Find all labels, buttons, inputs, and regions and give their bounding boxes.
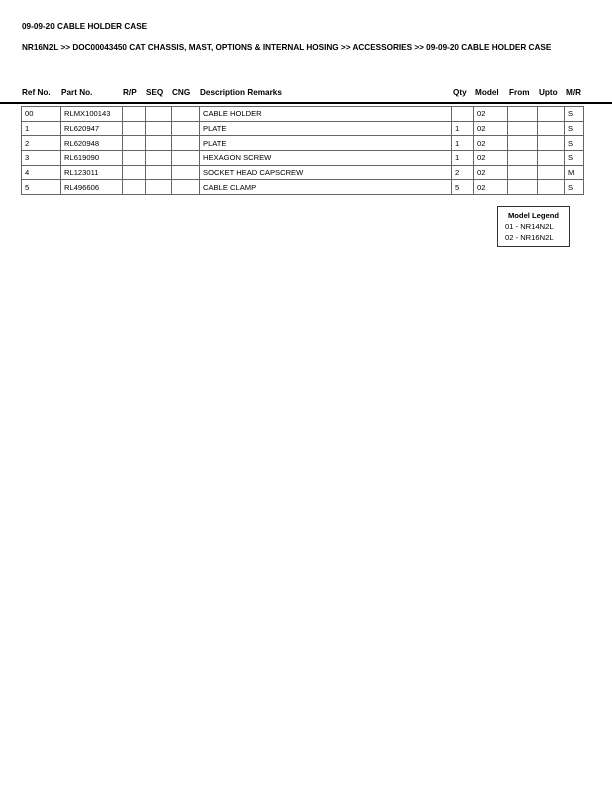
header-description: Description Remarks bbox=[200, 88, 282, 97]
cell-rp bbox=[123, 165, 146, 180]
header-qty: Qty bbox=[453, 88, 467, 97]
cell-from bbox=[508, 121, 538, 136]
cell-from bbox=[508, 151, 538, 166]
header-part-no: Part No. bbox=[61, 88, 93, 97]
header-from: From bbox=[509, 88, 530, 97]
cell-qty bbox=[452, 107, 474, 122]
cell-part-no: RL123011 bbox=[61, 165, 123, 180]
cell-rp bbox=[123, 121, 146, 136]
cell-upto bbox=[538, 180, 565, 195]
cell-mr: M bbox=[565, 165, 584, 180]
header-cng: CNG bbox=[172, 88, 191, 97]
cell-upto bbox=[538, 165, 565, 180]
cell-from bbox=[508, 136, 538, 151]
cell-seq bbox=[146, 107, 172, 122]
cell-cng bbox=[172, 180, 200, 195]
header-upto: Upto bbox=[539, 88, 558, 97]
cell-rp bbox=[123, 180, 146, 195]
cell-seq bbox=[146, 151, 172, 166]
cell-part-no: RL496606 bbox=[61, 180, 123, 195]
header-rp: R/P bbox=[123, 88, 137, 97]
cell-part-no: RLMX100143 bbox=[61, 107, 123, 122]
cell-ref-no: 00 bbox=[22, 107, 61, 122]
cell-ref-no: 4 bbox=[22, 165, 61, 180]
cell-ref-no: 3 bbox=[22, 151, 61, 166]
header-divider bbox=[0, 102, 612, 104]
cell-qty: 1 bbox=[452, 136, 474, 151]
cell-upto bbox=[538, 107, 565, 122]
cell-rp bbox=[123, 107, 146, 122]
cell-ref-no: 5 bbox=[22, 180, 61, 195]
table-row bbox=[22, 136, 584, 151]
cell-part-no: RL620947 bbox=[61, 121, 123, 136]
table-row bbox=[22, 121, 584, 136]
cell-model: 02 bbox=[474, 136, 508, 151]
cell-mr: S bbox=[565, 180, 584, 195]
cell-model: 02 bbox=[474, 121, 508, 136]
cell-upto bbox=[538, 136, 565, 151]
table-row bbox=[22, 107, 584, 122]
cell-seq bbox=[146, 121, 172, 136]
cell-qty: 1 bbox=[452, 121, 474, 136]
cell-cng bbox=[172, 165, 200, 180]
cell-model: 02 bbox=[474, 165, 508, 180]
model-legend-item: 01 - NR14N2L bbox=[505, 222, 554, 231]
cell-seq bbox=[146, 180, 172, 195]
cell-rp bbox=[123, 136, 146, 151]
cell-description: CABLE CLAMP bbox=[200, 180, 452, 195]
cell-upto bbox=[538, 151, 565, 166]
cell-mr: S bbox=[565, 151, 584, 166]
model-legend-item: 02 - NR16N2L bbox=[505, 232, 554, 242]
cell-description: PLATE bbox=[200, 136, 452, 151]
header-model: Model bbox=[475, 88, 499, 97]
cell-model: 02 bbox=[474, 151, 508, 166]
cell-ref-no: 1 bbox=[22, 121, 61, 136]
cell-seq bbox=[146, 165, 172, 180]
cell-mr: S bbox=[565, 107, 584, 122]
cell-from bbox=[508, 107, 538, 122]
cell-cng bbox=[172, 136, 200, 151]
cell-seq bbox=[146, 136, 172, 151]
cell-from bbox=[508, 165, 538, 180]
breadcrumb: NR16N2L >> DOC00043450 CAT CHASSIS, MAST, OPTIONS & INTERNAL HOSING >> ACCESSORIES >> 09-09-20 CABLE HOLDER CASE bbox=[22, 43, 552, 52]
cell-mr: S bbox=[565, 121, 584, 136]
cell-qty: 5 bbox=[452, 180, 474, 195]
page-title: 09-09-20 CABLE HOLDER CASE bbox=[22, 22, 148, 31]
cell-from bbox=[508, 180, 538, 195]
header-ref-no: Ref No. bbox=[22, 88, 51, 97]
cell-part-no: RL620948 bbox=[61, 136, 123, 151]
cell-part-no: RL619090 bbox=[61, 151, 123, 166]
cell-upto bbox=[538, 121, 565, 136]
parts-table bbox=[21, 106, 584, 195]
table-row bbox=[22, 165, 584, 180]
cell-model: 02 bbox=[474, 180, 508, 195]
header-seq: SEQ bbox=[146, 88, 164, 97]
cell-description: SOCKET HEAD CAPSCREW bbox=[200, 165, 452, 180]
cell-cng bbox=[172, 151, 200, 166]
cell-description: CABLE HOLDER bbox=[200, 107, 452, 122]
table-row bbox=[22, 151, 584, 166]
cell-ref-no: 2 bbox=[22, 136, 61, 151]
header-mr: M/R bbox=[566, 88, 582, 97]
cell-qty: 1 bbox=[452, 151, 474, 166]
cell-rp bbox=[123, 151, 146, 166]
table-row bbox=[22, 180, 584, 195]
cell-cng bbox=[172, 121, 200, 136]
cell-description: HEXAGON SCREW bbox=[200, 151, 452, 166]
cell-mr: S bbox=[565, 136, 584, 151]
cell-qty: 2 bbox=[452, 165, 474, 180]
cell-model: 02 bbox=[474, 107, 508, 122]
model-legend bbox=[497, 206, 570, 247]
cell-description: PLATE bbox=[200, 121, 452, 136]
cell-cng bbox=[172, 107, 200, 122]
model-legend-title: Model Legend bbox=[507, 211, 560, 220]
